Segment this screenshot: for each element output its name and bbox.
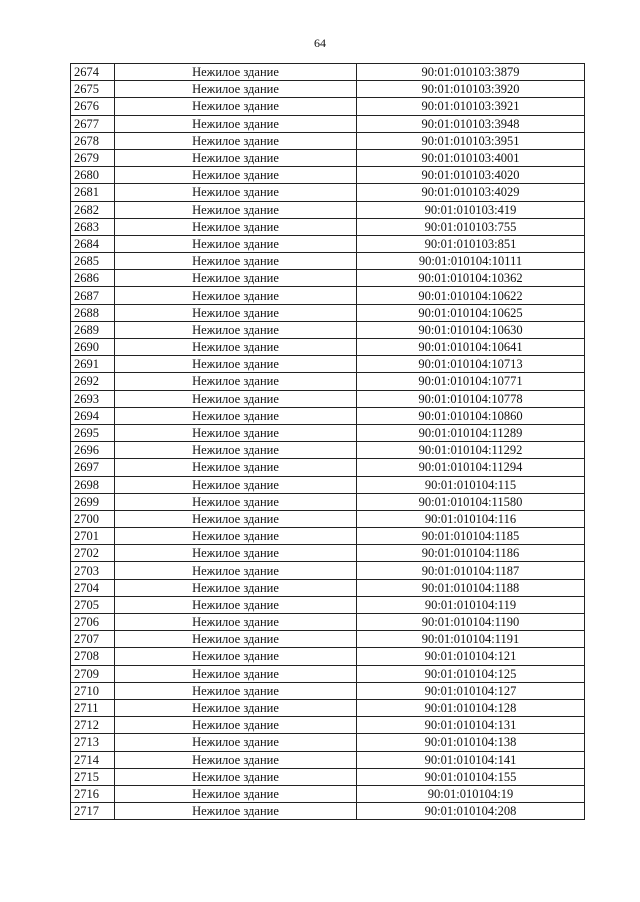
table-row [71,631,585,648]
property-registry-table [70,63,585,820]
object-type-cell: Нежилое здание [115,682,357,699]
row-number-cell: 2710 [71,682,115,699]
row-number-cell: 2679 [71,149,115,166]
table-row [71,356,585,373]
table-row [71,785,585,802]
cadastral-number-cell: 90:01:010104:10771 [357,373,585,390]
table-row [71,510,585,527]
cadastral-number-cell: 90:01:010104:121 [357,648,585,665]
row-number-cell: 2687 [71,287,115,304]
table-row [71,545,585,562]
cadastral-number-cell: 90:01:010104:155 [357,768,585,785]
object-type-cell: Нежилое здание [115,459,357,476]
row-number-cell: 2707 [71,631,115,648]
object-type-cell: Нежилое здание [115,132,357,149]
row-number-cell: 2686 [71,270,115,287]
table-row [71,270,585,287]
row-number-cell: 2678 [71,132,115,149]
table-row [71,304,585,321]
object-type-cell: Нежилое здание [115,253,357,270]
cadastral-number-cell: 90:01:010104:127 [357,682,585,699]
row-number-cell: 2681 [71,184,115,201]
row-number-cell: 2688 [71,304,115,321]
row-number-cell: 2684 [71,235,115,252]
row-number-cell: 2695 [71,424,115,441]
cadastral-number-cell: 90:01:010104:11292 [357,442,585,459]
table-row [71,734,585,751]
row-number-cell: 2690 [71,339,115,356]
row-number-cell: 2694 [71,407,115,424]
cadastral-number-cell: 90:01:010104:10860 [357,407,585,424]
cadastral-number-cell: 90:01:010104:1190 [357,614,585,631]
object-type-cell: Нежилое здание [115,648,357,665]
table-row [71,218,585,235]
object-type-cell: Нежилое здание [115,717,357,734]
object-type-cell: Нежилое здание [115,631,357,648]
object-type-cell: Нежилое здание [115,390,357,407]
object-type-cell: Нежилое здание [115,665,357,682]
row-number-cell: 2704 [71,579,115,596]
table-row [71,699,585,716]
table-row [71,132,585,149]
table-row [71,562,585,579]
table-row [71,717,585,734]
cadastral-number-cell: 90:01:010104:11294 [357,459,585,476]
object-type-cell: Нежилое здание [115,407,357,424]
object-type-cell: Нежилое здание [115,785,357,802]
object-type-cell: Нежилое здание [115,235,357,252]
object-type-cell: Нежилое здание [115,424,357,441]
table-row [71,167,585,184]
table-row [71,682,585,699]
table-row [71,493,585,510]
object-type-cell: Нежилое здание [115,149,357,166]
row-number-cell: 2700 [71,510,115,527]
cadastral-number-cell: 90:01:010104:131 [357,717,585,734]
object-type-cell: Нежилое здание [115,304,357,321]
cadastral-number-cell: 90:01:010104:1188 [357,579,585,596]
object-type-cell: Нежилое здание [115,734,357,751]
object-type-cell: Нежилое здание [115,373,357,390]
cadastral-number-cell: 90:01:010104:10778 [357,390,585,407]
object-type-cell: Нежилое здание [115,493,357,510]
row-number-cell: 2712 [71,717,115,734]
object-type-cell: Нежилое здание [115,442,357,459]
cadastral-number-cell: 90:01:010104:11289 [357,424,585,441]
cadastral-number-cell: 90:01:010104:1191 [357,631,585,648]
table-row [71,184,585,201]
row-number-cell: 2674 [71,64,115,81]
cadastral-number-cell: 90:01:010103:3948 [357,115,585,132]
table-row [71,98,585,115]
cadastral-number-cell: 90:01:010103:3951 [357,132,585,149]
cadastral-number-cell: 90:01:010104:128 [357,699,585,716]
object-type-cell: Нежилое здание [115,115,357,132]
object-type-cell: Нежилое здание [115,81,357,98]
table-row [71,614,585,631]
cadastral-number-cell: 90:01:010104:10111 [357,253,585,270]
object-type-cell: Нежилое здание [115,356,357,373]
table-row [71,442,585,459]
object-type-cell: Нежилое здание [115,803,357,820]
cadastral-number-cell: 90:01:010104:10630 [357,321,585,338]
row-number-cell: 2683 [71,218,115,235]
table-row [71,803,585,820]
object-type-cell: Нежилое здание [115,596,357,613]
cadastral-number-cell: 90:01:010104:10622 [357,287,585,304]
row-number-cell: 2677 [71,115,115,132]
cadastral-number-cell: 90:01:010103:4020 [357,167,585,184]
table-row [71,373,585,390]
table-row [71,648,585,665]
row-number-cell: 2697 [71,459,115,476]
object-type-cell: Нежилое здание [115,218,357,235]
row-number-cell: 2701 [71,528,115,545]
table-row [71,390,585,407]
object-type-cell: Нежилое здание [115,545,357,562]
row-number-cell: 2698 [71,476,115,493]
row-number-cell: 2676 [71,98,115,115]
row-number-cell: 2705 [71,596,115,613]
row-number-cell: 2716 [71,785,115,802]
table-row [71,768,585,785]
row-number-cell: 2680 [71,167,115,184]
cadastral-number-cell: 90:01:010104:141 [357,751,585,768]
object-type-cell: Нежилое здание [115,699,357,716]
row-number-cell: 2703 [71,562,115,579]
row-number-cell: 2715 [71,768,115,785]
table-row [71,665,585,682]
table-row [71,476,585,493]
table-row [71,115,585,132]
object-type-cell: Нежилое здание [115,476,357,493]
cadastral-number-cell: 90:01:010104:10625 [357,304,585,321]
table-row [71,201,585,218]
table-row [71,64,585,81]
object-type-cell: Нежилое здание [115,167,357,184]
object-type-cell: Нежилое здание [115,321,357,338]
cadastral-number-cell: 90:01:010104:1186 [357,545,585,562]
cadastral-number-cell: 90:01:010103:4029 [357,184,585,201]
row-number-cell: 2692 [71,373,115,390]
table-row [71,287,585,304]
object-type-cell: Нежилое здание [115,562,357,579]
cadastral-number-cell: 90:01:010103:851 [357,235,585,252]
table-row [71,339,585,356]
row-number-cell: 2702 [71,545,115,562]
object-type-cell: Нежилое здание [115,64,357,81]
row-number-cell: 2699 [71,493,115,510]
table-row [71,253,585,270]
table-row [71,321,585,338]
cadastral-number-cell: 90:01:010103:3920 [357,81,585,98]
table-row [71,149,585,166]
row-number-cell: 2693 [71,390,115,407]
cadastral-number-cell: 90:01:010103:4001 [357,149,585,166]
object-type-cell: Нежилое здание [115,201,357,218]
table-body [71,64,585,820]
row-number-cell: 2689 [71,321,115,338]
object-type-cell: Нежилое здание [115,528,357,545]
object-type-cell: Нежилое здание [115,510,357,527]
cadastral-number-cell: 90:01:010104:115 [357,476,585,493]
object-type-cell: Нежилое здание [115,579,357,596]
object-type-cell: Нежилое здание [115,768,357,785]
cadastral-number-cell: 90:01:010104:125 [357,665,585,682]
row-number-cell: 2696 [71,442,115,459]
cadastral-number-cell: 90:01:010104:10641 [357,339,585,356]
object-type-cell: Нежилое здание [115,184,357,201]
cadastral-number-cell: 90:01:010103:3879 [357,64,585,81]
object-type-cell: Нежилое здание [115,98,357,115]
row-number-cell: 2685 [71,253,115,270]
table-row [71,81,585,98]
object-type-cell: Нежилое здание [115,287,357,304]
cadastral-number-cell: 90:01:010104:19 [357,785,585,802]
table-row [71,459,585,476]
row-number-cell: 2708 [71,648,115,665]
row-number-cell: 2709 [71,665,115,682]
cadastral-number-cell: 90:01:010104:116 [357,510,585,527]
cadastral-number-cell: 90:01:010103:755 [357,218,585,235]
table-row [71,424,585,441]
table-row [71,528,585,545]
cadastral-number-cell: 90:01:010104:138 [357,734,585,751]
table-row [71,579,585,596]
table-row [71,235,585,252]
cadastral-number-cell: 90:01:010104:1185 [357,528,585,545]
cadastral-number-cell: 90:01:010103:3921 [357,98,585,115]
row-number-cell: 2714 [71,751,115,768]
cadastral-number-cell: 90:01:010104:119 [357,596,585,613]
cadastral-number-cell: 90:01:010104:11580 [357,493,585,510]
row-number-cell: 2706 [71,614,115,631]
cadastral-number-cell: 90:01:010104:10362 [357,270,585,287]
row-number-cell: 2713 [71,734,115,751]
table-row [71,407,585,424]
cadastral-number-cell: 90:01:010104:10713 [357,356,585,373]
table-row [71,596,585,613]
cadastral-number-cell: 90:01:010103:419 [357,201,585,218]
row-number-cell: 2682 [71,201,115,218]
object-type-cell: Нежилое здание [115,270,357,287]
cadastral-number-cell: 90:01:010104:1187 [357,562,585,579]
row-number-cell: 2711 [71,699,115,716]
row-number-cell: 2675 [71,81,115,98]
row-number-cell: 2717 [71,803,115,820]
cadastral-number-cell: 90:01:010104:208 [357,803,585,820]
page-number: 64 [314,36,326,50]
object-type-cell: Нежилое здание [115,614,357,631]
table-row [71,751,585,768]
object-type-cell: Нежилое здание [115,339,357,356]
row-number-cell: 2691 [71,356,115,373]
object-type-cell: Нежилое здание [115,751,357,768]
